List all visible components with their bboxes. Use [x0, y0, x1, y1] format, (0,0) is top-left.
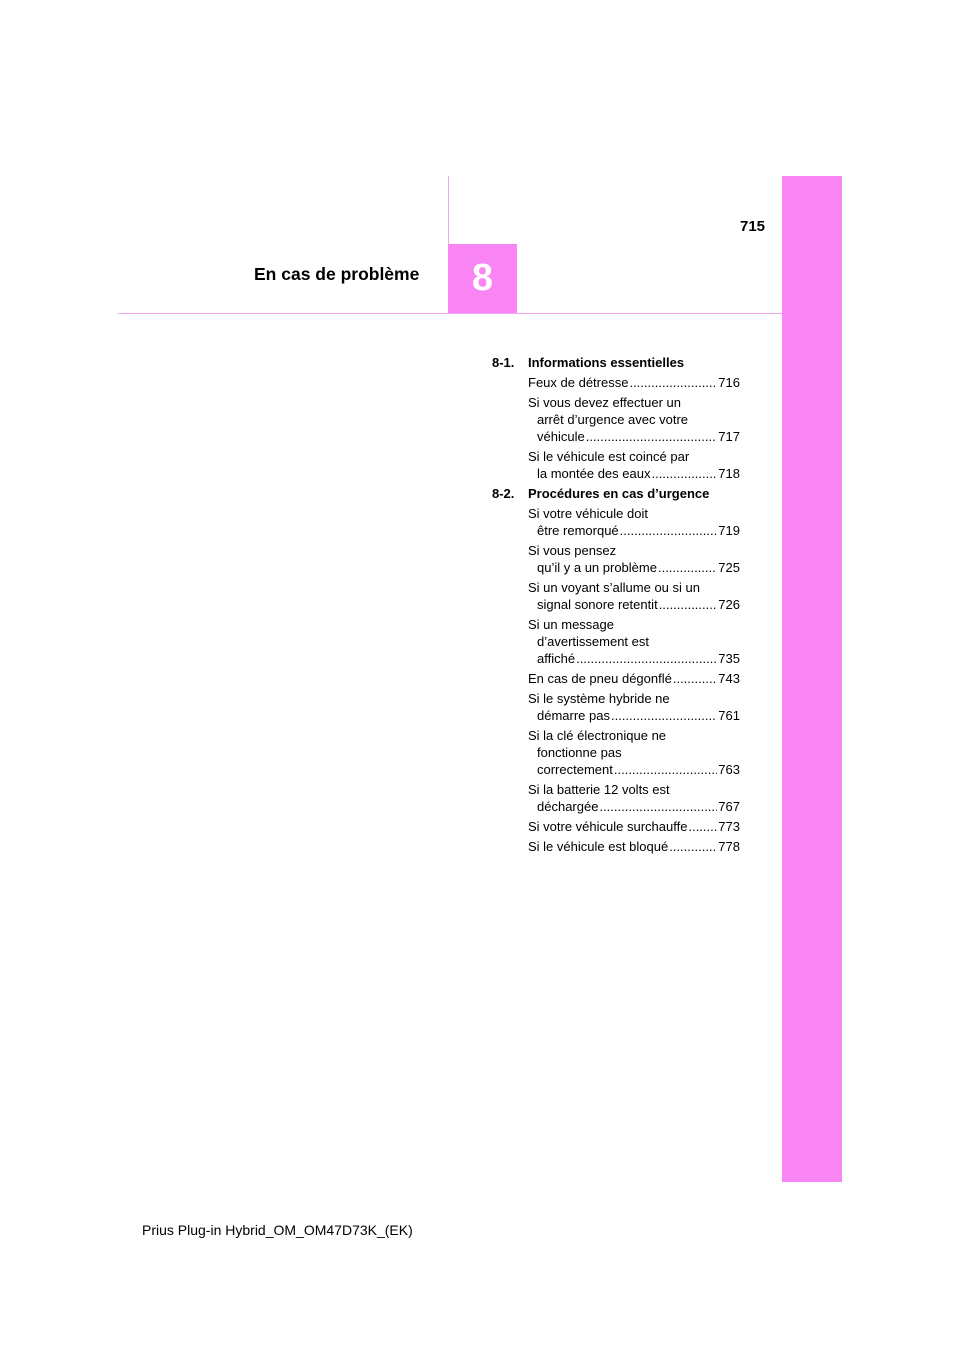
toc-dot-leader	[576, 650, 717, 667]
toc-entry[interactable]	[528, 781, 740, 815]
header-rule	[118, 313, 782, 314]
toc-entry-text: Si le véhicule est coincé par	[528, 449, 690, 464]
toc-page-number: 778	[718, 839, 740, 854]
toc-page-number: 726	[718, 597, 740, 612]
toc-entry-text: Si le véhicule est bloqué	[528, 839, 669, 854]
toc-entry-text: Si la clé électronique ne	[528, 728, 667, 743]
toc-entry[interactable]	[528, 727, 740, 778]
toc-entry[interactable]	[528, 818, 740, 835]
toc-dot-leader	[651, 465, 717, 482]
toc-dot-leader	[658, 559, 717, 576]
toc-dot-leader	[620, 522, 718, 539]
toc-entry-text: Si vous pensez	[528, 543, 617, 558]
chapter-thumb-tab	[782, 176, 842, 1182]
table-of-contents	[492, 354, 740, 858]
toc-entry-text: d’avertissement est	[537, 634, 649, 649]
chapter-title: En cas de problème	[254, 264, 420, 284]
toc-entry[interactable]	[528, 838, 740, 855]
toc-dot-leader	[611, 707, 717, 724]
toc-dot-leader	[659, 596, 718, 613]
toc-page-number: 735	[718, 651, 740, 666]
toc-dot-leader	[614, 761, 717, 778]
toc-entry-text: correctement	[537, 762, 613, 777]
toc-entry[interactable]	[528, 542, 740, 576]
toc-entry-leader-row	[528, 596, 740, 613]
toc-page-number: 767	[718, 799, 740, 814]
toc-section-title: Informations essentielles	[528, 355, 685, 370]
toc-entry-leader-row	[528, 761, 740, 778]
toc-entry-text: Si votre véhicule surchauffe	[528, 819, 688, 834]
toc-entry-leader-row	[528, 798, 740, 815]
document-footer: Prius Plug-in Hybrid_OM_OM47D73K_(EK)	[142, 1222, 413, 1238]
toc-entry-text: Si le système hybride ne	[528, 691, 670, 706]
toc-entry-text: Si un message	[528, 617, 614, 632]
toc-section	[492, 354, 740, 482]
toc-entry-text: Si un voyant s’allume ou si un	[528, 580, 700, 595]
toc-entry-text: Si la batterie 12 volts est	[528, 782, 670, 797]
toc-entry[interactable]	[528, 448, 740, 482]
toc-entry-text: la montée des eaux	[537, 466, 651, 481]
toc-entry-text: démarre pas	[537, 708, 610, 723]
toc-dot-leader	[599, 798, 717, 815]
toc-entry-text: fonctionne pas	[537, 745, 622, 760]
toc-entry-text: déchargée	[537, 799, 599, 814]
toc-dot-leader	[673, 670, 717, 687]
toc-section-number: 8-1.	[492, 355, 515, 370]
chapter-number-badge: 8	[448, 244, 517, 313]
toc-page-number: 718	[718, 466, 740, 481]
toc-entry-text: être remorqué	[537, 523, 619, 538]
toc-entry-leader-row	[528, 650, 740, 667]
toc-entry-text: Si votre véhicule doit	[528, 506, 648, 521]
toc-entry[interactable]	[528, 394, 740, 445]
toc-entry-leader-row	[528, 838, 740, 855]
toc-entry-leader-row	[528, 522, 740, 539]
toc-entry-leader-row	[528, 374, 740, 391]
header-divider-vertical	[448, 176, 449, 244]
toc-entry[interactable]	[528, 505, 740, 539]
toc-entry-leader-row	[528, 707, 740, 724]
toc-page-number: 717	[718, 429, 740, 444]
toc-entry[interactable]	[528, 579, 740, 613]
toc-dot-leader	[669, 838, 717, 855]
toc-section-number: 8-2.	[492, 486, 515, 501]
toc-entry[interactable]	[528, 374, 740, 391]
toc-entry-text: arrêt d’urgence avec votre	[537, 412, 689, 427]
toc-section-title: Procédures en cas d’urgence	[528, 486, 710, 501]
toc-entry-text: signal sonore retentit	[537, 597, 658, 612]
toc-section-heading	[492, 485, 740, 502]
toc-entry-text: En cas de pneu dégonflé	[528, 671, 672, 686]
toc-dot-leader	[688, 818, 717, 835]
toc-entry-text: qu’il y a un problème	[537, 560, 657, 575]
toc-entry[interactable]	[528, 616, 740, 667]
toc-page-number: 763	[718, 762, 740, 777]
page-number: 715	[740, 218, 766, 235]
toc-dot-leader	[586, 428, 718, 445]
toc-entry-leader-row	[528, 559, 740, 576]
toc-page-number: 743	[718, 671, 740, 686]
toc-entry-text: Si vous devez effectuer un	[528, 395, 681, 410]
toc-page-number: 725	[718, 560, 740, 575]
toc-dot-leader	[629, 374, 717, 391]
toc-entry-text: Feux de détresse	[528, 375, 629, 390]
toc-entry[interactable]	[528, 670, 740, 687]
toc-page-number: 773	[718, 819, 740, 834]
toc-entry-leader-row	[528, 428, 740, 445]
toc-entry-leader-row	[528, 818, 740, 835]
toc-entry-text: affiché	[537, 651, 576, 666]
toc-page-number: 761	[718, 708, 740, 723]
toc-entry-leader-row	[528, 465, 740, 482]
toc-entry[interactable]	[528, 690, 740, 724]
toc-entry-leader-row	[528, 670, 740, 687]
toc-section	[492, 485, 740, 855]
toc-entry-text: véhicule	[537, 429, 585, 444]
toc-page-number: 719	[718, 523, 740, 538]
toc-section-heading	[492, 354, 740, 371]
toc-page-number: 716	[718, 375, 740, 390]
